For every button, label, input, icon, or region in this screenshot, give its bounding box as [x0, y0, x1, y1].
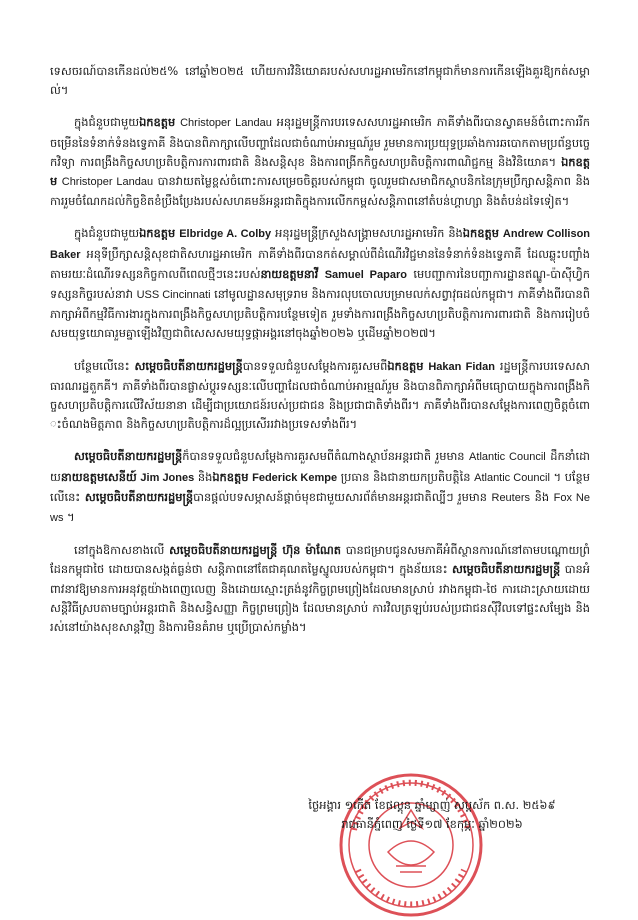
paragraph-text: ក៏បានទទួលជំនួបសម្តែងការគួរសមពីតំណាងស្ថាប័នអន្តរជាតិ រួមមាន [182, 449, 470, 464]
organization-name: Atlantic Council [474, 471, 550, 484]
paragraph-text: អនុរដ្ឋមន្ត្រីក្រសួងសង្គ្រាមសហរដ្ឋអាមេរិក និង [271, 226, 463, 241]
paragraph-text: ដឹកនាំដោយ [50, 449, 590, 484]
person-name: Samuel Paparo [324, 268, 407, 281]
paragraph-text: បានផ្តល់បទសម្ភាសន៍ផ្តាច់មុខជាមួយសារព័ត៌មានអន្តរជាតិល្បីៗ រួមមាន [193, 489, 492, 504]
honorific: នាយឧត្តមនាវី [260, 266, 319, 281]
media-name: Reuters [491, 491, 531, 504]
paragraph-text: ក្នុងជំនួបជាមួយ [74, 115, 140, 130]
person-name: Christoper Landau [180, 117, 272, 130]
paragraph-5 [50, 447, 590, 528]
honorific: សម្តេចធិបតីនាយករដ្ឋមន្ត្រី [74, 449, 183, 464]
honorific: ឯកឧត្តម [139, 226, 176, 241]
paragraph-text: បានជម្រាបជូនសមភាគីអំពីស្ថានការណ៍នៅតាមបណ្តោយព្រំដែនកម្ពុជាថៃ ដោយបានសង្កត់ធ្ងន់ថា សន្តិភាពនៅតែជាគុណតម្លៃស្នូលរបស់កម្ពុជា។ ក្នុងន័យនេះ [50, 543, 590, 577]
paragraph-text: នៅក្នុងឱកាសខាងលើ [74, 543, 170, 558]
honorific: ឯកឧត្តម [387, 358, 424, 373]
paragraph-4 [50, 357, 590, 435]
paragraph-text: ក្នុងជំនួបជាមួយ [74, 226, 140, 241]
person-name: Jim Jones [140, 471, 195, 484]
paragraph-text: ប្រធាន និងជានាយកប្រតិបត្តិនៃ [337, 469, 475, 484]
paragraph-1 [50, 62, 590, 100]
date-line-lunar: ថ្ងៃអង្គារ ១កើត ខែផល្គុន ឆ្នាំម្សាញ់ សប្តស័ក ព.ស. ២៥៦៩ [308, 798, 556, 812]
paragraph-2 [50, 113, 590, 211]
paragraph-text: បានវាយតម្លៃខ្ពស់ចំពោះការសម្រេចចិត្តរបស់កម្ពុជា ចូលរួមជាសមាជិកស្ថាបនិកនៃក្រុមប្រឹក្សាសន្តិភាព និងការរួមចំណែកដល់កិច្ចខិតខំប្រឹងប្រែងរបស់សហគមន៍អន្តរជាតិក្នុងការលើកកម្ពស់សន្តិភាពនៅតំបន់ហ្គាហ្សា និងតំបន់ដទៃទៀត។ [50, 174, 590, 209]
paragraph-text: និង [530, 489, 554, 504]
paragraph-text: បន្ថែមលើនេះ [74, 358, 135, 373]
paragraph-3 [50, 224, 590, 343]
paragraph-text: បានទទួលជំនួបសម្តែងការគួរសមពី [242, 358, 388, 373]
paragraph-text: ។ [63, 510, 75, 525]
paragraph-6 [50, 541, 590, 637]
honorific: ឯកឧត្តម [50, 154, 590, 189]
media-name: Fox News [50, 491, 590, 525]
paragraph-text: អនុរដ្ឋមន្ត្រីការបរទេសសហរដ្ឋអាមេរិក ភាគីទាំងពីរបានស្វាគមន៍ចំពោះការរីកចម្រើននៃទំនាក់ទំនងទ្វេភាគី និងបានពិភាក្សាលើបញ្ហាដែលជាចំណាប់អារម្មណ៍រួម រួមមានការប្រយុទ្ធប្រឆាំងការឆបោកតាមប្រព័ន្ធបច្ចេកវិទ្យា ការពង្រឹងកិច្ចសហប្រតិបត្តិការការពារជាតិ និងសន្តិសុខ និងការពង្រីកកិច្ចសហប្រតិបត្តិការពាណិជ្ជកម្ម និងវិនិយោគ។ [50, 115, 590, 169]
ship-name: USS Cincinnati [136, 289, 211, 302]
paragraph-text: ។ បន្ថែមលើនេះ [50, 469, 591, 504]
honorific: សម្តេចធិបតីនាយករដ្ឋមន្ត្រី [452, 562, 561, 577]
person-name: Andrew Collison Baker [50, 228, 591, 261]
organization-name: Atlantic Council [469, 451, 546, 464]
person-name: Hakan Fidan [428, 360, 495, 373]
honorific: សម្តេចធិបតីនាយករដ្ឋមន្ត្រី [134, 358, 243, 373]
paragraph-text: រដ្ឋមន្ត្រីការបរទេសសាធារណរដ្ឋតួកគី។ ភាគីទាំងពីរបានផ្លាស់ប្តូរទស្សនៈលើបញ្ហាដែលជាចំណាប់អារម្មណ៍រួម និងបានពិភាក្សាអំពីមធ្យោបាយក្នុងការពង្រឹងកិច្ចសហប្រតិបត្តិការលើវិស័យនានា ដើម្បីជាប្រយោជន៍របស់ប្រជាជន និងប្រជាជាតិទាំងពីរ។ ភាគីទាំងពីរបានសម្តែងការពេញចិត្តចំពោះចំណងមិត្តភាព និងកិច្ចសហប្រតិបត្តិការដ៏ល្អប្រសើររវាងប្រទេសទាំងពីរ។ [50, 358, 590, 432]
person-name: Federick Kempe [252, 471, 338, 484]
paragraph-text: នៅមូលដ្ឋានសមុទ្ររាម និងការលុបចោលបម្រាមលក់សព្វាវុធដល់កម្ពុជា។ ភាគីទាំងពីរបានពិភាក្សាអំពីកម្មវិធីការងារក្នុងការពង្រឹងកិច្ចសហប្រតិបត្តិការបន្ថែមទៀត រួមទាំងការពង្រឹងកិច្ចសហប្រតិបត្តិការការពារជាតិ និងការរៀបចំសមយុទ្ធយោធារួមគ្នាឡើងវិញជាពិសេសសមយុទ្ធផ្កាអង្គរនៅចុងឆ្នាំ២០២៦ ឬដើមឆ្នាំ២០២៧។ [50, 287, 590, 341]
person-name: Christoper Landau [61, 176, 154, 189]
paragraph-text: បានអំពាវនាវឱ្យមានការអនុវត្តយ៉ាងពេញលេញ និងដោយស្មោះត្រង់នូវកិច្ចព្រមព្រៀងដែលមានស្រាប់ រវាងកម្ពុជា-ថៃ ការដោះស្រាយដោយសន្តិវិធីស្របតាមច្បាប់អន្តរជាតិ និងសន្ធិសញ្ញា កិច្ចព្រមព្រៀង ដែលមានស្រាប់ ការវិលត្រឡប់របស់ប្រជាជនស៊ីវិលទៅផ្ទះសម្បែង និងរស់នៅយ៉ាងសុខសាន្តវិញ និងការមិនគំរាម ឬប្រើប្រាស់កម្លាំង។ [50, 562, 590, 635]
honorific: ឯកឧត្តម [462, 226, 499, 241]
paragraph-text: អនុទីប្រឹក្សាសន្តិសុខជាតិសហរដ្ឋអាមេរិក ភាគីទាំងពីរបានកត់សម្គាល់ពីដំណើរវិជ្ជមាននៃទំនាក់ទំនងទ្វេភាគី ដែលឆ្លុះបញ្ចាំងតាមរយៈដំណើរទស្សនកិច្ចកាលពីពេលថ្មីៗនេះរបស់ [50, 246, 590, 281]
paragraph-text: និង [194, 469, 213, 484]
honorific: ឯកឧត្តម [212, 469, 249, 484]
person-name: Elbridge A. Colby [179, 228, 272, 241]
honorific: ឯកឧត្តម [139, 115, 176, 130]
date-line-gregorian: រាជធានីភ្នំពេញ ថ្ងៃទី១៧ ខែកុម្ភៈ ឆ្នាំ២០២៦ [341, 817, 523, 831]
honorific: នាយឧត្តមសេនីយ៍ [60, 469, 137, 484]
paragraph-text: ទេសចរណ៍បានកើនដល់២៥% នៅឆ្នាំ២០២៥ ហើយការវិនិយោគរបស់សហរដ្ឋអាមេរិកនៅកម្ពុជាក៏មានការកើនឡើងគួរឱ្យកត់សម្គាល់។ [50, 64, 590, 98]
paragraph-text: មេបញ្ជាការនៃបញ្ជាការដ្ឋានឥណ្ឌូ-ប៉ាស៊ីហ្វិក ទស្សនកិច្ចរបស់នាវា [50, 266, 590, 302]
official-seal-stamp [336, 770, 486, 920]
honorific: សម្តេចធិបតីនាយករដ្ឋមន្ត្រី [84, 489, 194, 504]
honorific: សម្តេចធិបតីនាយករដ្ឋមន្ត្រី ហ៊ុន ម៉ាណែត [169, 543, 342, 558]
